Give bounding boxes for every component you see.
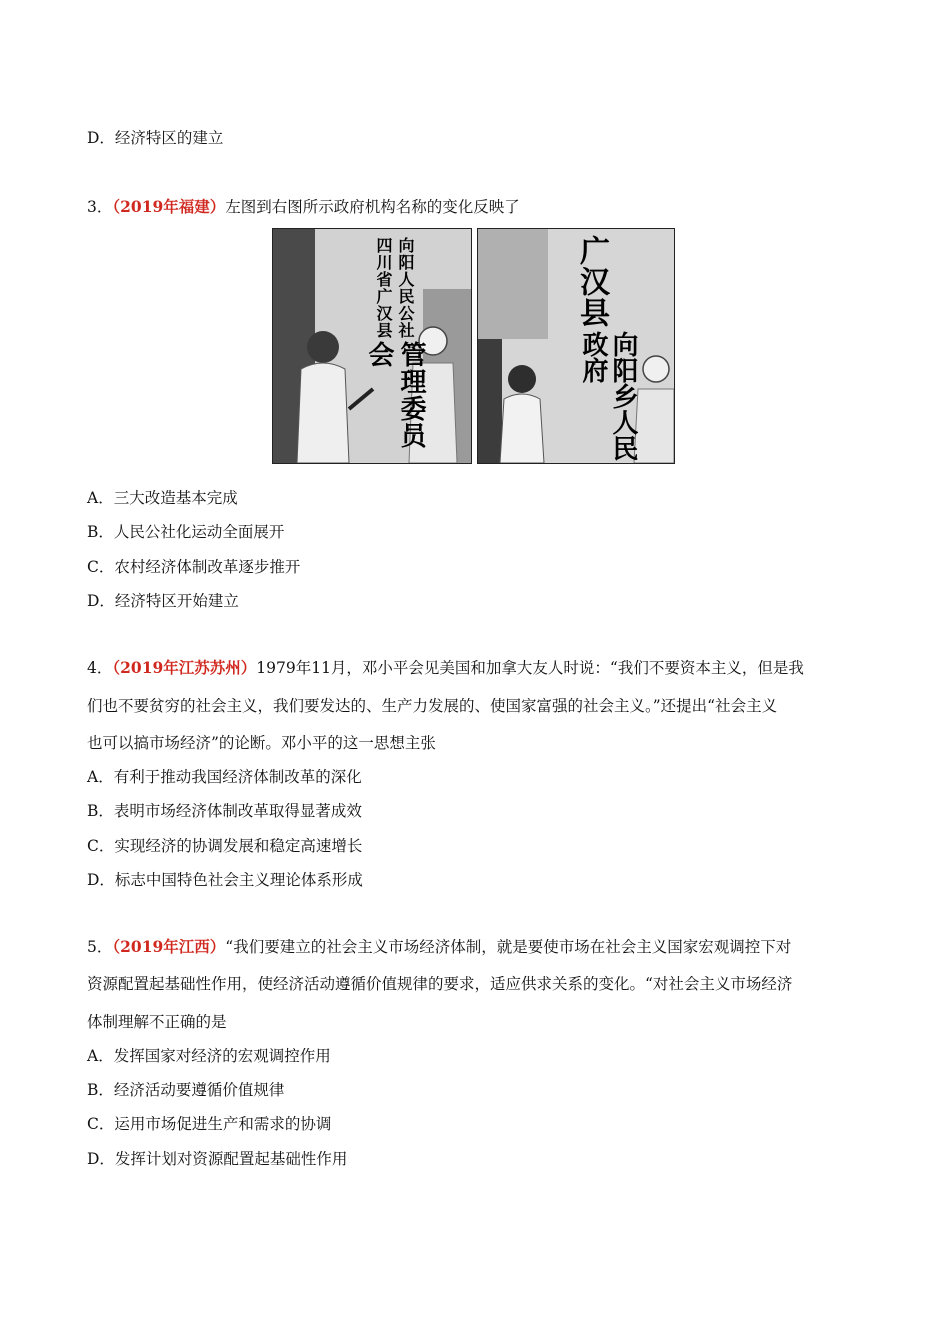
q4-stem-line1 <box>87 658 804 678</box>
left-photo-sign-line2: 四川省广汉县 <box>374 237 393 339</box>
right-photo-sign-line1: 广汉县 <box>574 235 609 328</box>
q5-text-1: “我们要建立的社会主义市场经济体制，就是要使市场在社会主义国家宏观调控下对 <box>225 938 792 956</box>
q4-number: 4． <box>87 659 113 677</box>
q4-option-b: B．表明市场经济体制改革取得显著成效 <box>87 802 362 820</box>
left-photo-sign-line3: 管理委员会 <box>364 341 426 449</box>
q3-source: （2019年福建） <box>112 197 226 216</box>
q5-stem-line2: 资源配置起基础性作用，使经济活动遵循价值规律的要求，适应供求关系的变化。“对社会主义市场经济 <box>87 975 793 993</box>
q5-stem-line3: 体制理解不正确的是 <box>87 1013 227 1031</box>
q3-option-c: C．农村经济体制改革逐步推开 <box>87 558 301 576</box>
q3-left-photo <box>272 228 472 464</box>
q5-source: （2019年江西） <box>112 937 226 956</box>
q3-option-b: B．人民公社化运动全面展开 <box>87 523 285 541</box>
q3-text: 左图到右图所示政府机构名称的变化反映了 <box>225 198 520 216</box>
q5-option-d: D．发挥计划对资源配置起基础性作用 <box>87 1150 348 1168</box>
q4-option-c: C．实现经济的协调发展和稳定高速增长 <box>87 837 363 855</box>
q5-option-b: B．经济活动要遵循价值规律 <box>87 1081 285 1099</box>
q3-right-photo <box>477 228 675 464</box>
q4-stem-line3: 也可以搞市场经济”的论断。邓小平的这一思想主张 <box>87 734 436 752</box>
q4-option-a: A．有利于推动我国经济体制改革的深化 <box>87 768 362 786</box>
q3-number: 3． <box>87 198 113 216</box>
q5-stem-line1 <box>87 937 791 957</box>
q5-option-c: C．运用市场促进生产和需求的协调 <box>87 1115 332 1133</box>
q5-option-a: A．发挥国家对经济的宏观调控作用 <box>87 1047 331 1065</box>
q4-text-1: 1979年11月，邓小平会见美国和加拿大友人时说：“我们不要资本主义，但是我 <box>256 659 804 677</box>
right-photo-sign-line2: 向阳乡人民政府 <box>578 331 638 461</box>
q5-number: 5． <box>87 938 113 956</box>
q3-option-a: A．三大改造基本完成 <box>87 489 238 507</box>
left-photo-sign-line1: 向阳人民公社 <box>396 237 415 339</box>
q4-stem-line2: 们也不要贫穷的社会主义，我们要发达的、生产力发展的、使国家富强的社会主义。”还提出“社会主义 <box>87 697 778 715</box>
q2-option-d: D．经济特区的建立 <box>87 129 224 147</box>
q3-option-d: D．经济特区开始建立 <box>87 592 239 610</box>
q3-stem <box>87 197 520 217</box>
q4-source: （2019年江苏苏州） <box>112 658 257 677</box>
q4-option-d: D．标志中国特色社会主义理论体系形成 <box>87 871 363 889</box>
